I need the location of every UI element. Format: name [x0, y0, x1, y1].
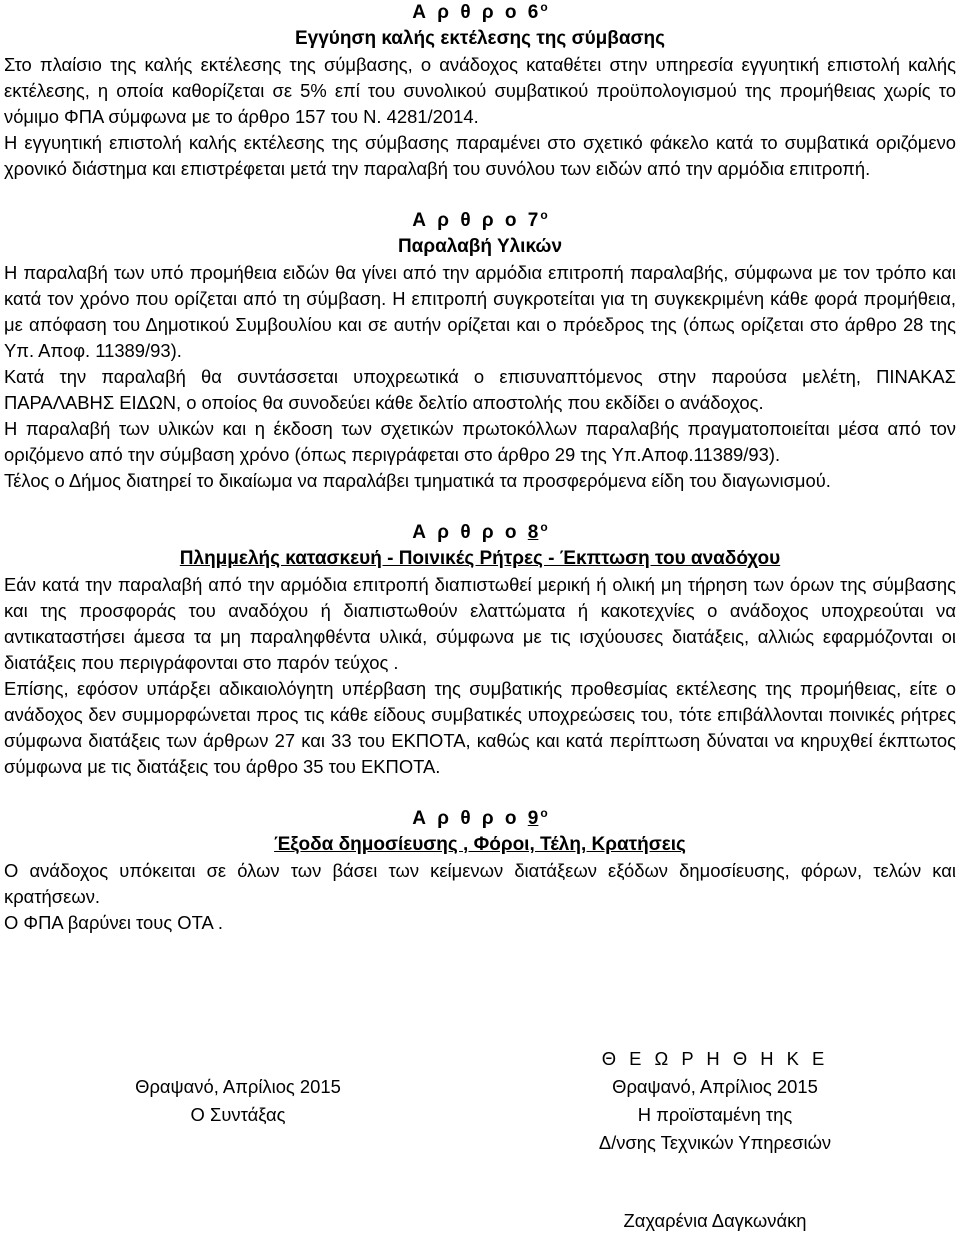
article-7-heading [4, 208, 956, 234]
article-8-paragraph-1: Εάν κατά την παραλαβή από την αρμόδια επιτροπή διαπιστωθεί μερική ή ολική μη τήρηση των όρων της σύμβασης και της προσφοράς του αναδόχου ή διαπιστωθούν ελαττώματα ή κακοτεχνίες ο ανάδοχος υποχρεούται να αντικαταστήσει άμεσα τα μη παραληφθέντα υλικά, σύμφωνα με τις ισχύουσες διατάξεις, αλλιώς εφαρμόζονται οι διατάξεις που περιγράφονται στο παρόν τεύχος . [4, 574, 956, 673]
article-8-heading-number: 8 [527, 522, 539, 543]
article-6-heading [4, 0, 956, 26]
article-6-title: Εγγύηση καλής εκτέλεσης της σύμβασης [294, 28, 666, 49]
signature-right-role-1: Η προϊσταμένη της [637, 1104, 793, 1125]
article-6 [4, 0, 956, 182]
article-7-title: Παραλαβή Υλικών [397, 236, 563, 257]
article-6-paragraph-2: Η εγγυητική επιστολή καλής εκτέλεσης της σύμβασης παραμένει στο σχετικό φάκελο κατά το συμβατικά οριζόμενο χρονικό διάστημα και επιστρέφεται μετά την παραλαβή του συνόλου των ειδών από την αρμόδια επιτροπή. [4, 132, 956, 179]
spacer [4, 780, 956, 806]
article-9-heading [4, 806, 956, 832]
article-7 [4, 208, 956, 494]
signature-left [98, 1073, 378, 1129]
signature-right [565, 1045, 865, 1157]
article-9-paragraph-2: Ο ΦΠΑ βαρύνει τους ΟΤΑ . [4, 912, 223, 933]
spacer [4, 494, 956, 520]
article-9 [4, 806, 956, 936]
article-7-heading-sup: ο [540, 208, 548, 222]
article-7-paragraph-1: Η παραλαβή των υπό προμήθεια ειδών θα γίνει από την αρμόδια επιτροπή παραλαβής, σύμφωνα με τον τρόπο και κατά τον χρόνο που ορίζεται από τη σύμβαση. Η επιτροπή συγκροτείται για τη συγκεκριμένη κάθε φορά προμήθεια, με απόφαση του Δημοτικού Συμβουλίου και σε αυτήν ορίζεται και ο πρόεδρος της (όπως ορίζεται στο άρθρο 28 της Υπ. Αποφ. 11389/93). [4, 262, 956, 361]
article-8 [4, 520, 956, 780]
article-8-heading-label: Α ρ θ ρ ο [412, 522, 520, 543]
article-9-heading-number: 9 [527, 808, 539, 829]
article-8-heading-sup: ο [540, 520, 548, 534]
article-6-heading-number: 6 [527, 2, 539, 23]
article-9-paragraph-1: Ο ανάδοχος υπόκειται σε όλων των βάσει των κείμενων διατάξεων εξόδων δημοσίευσης, φόρων, τελών και κρατήσεων. [4, 860, 956, 907]
signature-right-name: Ζαχαρένια Δαγκωνάκη [623, 1210, 807, 1231]
signature-right-place-date: Θραψανό, Απρίλιος 2015 [612, 1076, 818, 1097]
article-6-paragraph-1: Στο πλαίσιο της καλής εκτέλεσης της σύμβασης, ο ανάδοχος καταθέτει στην υπηρεσία εγγυητική επιστολή καλής εκτέλεσης, η οποία καθορίζεται σε 5% επί του συνολικού συμβατικού προϋπολογισμού της προμήθειας χωρίς το νόμιμο ΦΠΑ σύμφωνα με το άρθρο 157 του Ν. 4281/2014. [4, 54, 956, 127]
article-9-heading-label: Α ρ θ ρ ο [412, 808, 520, 829]
article-7-paragraph-2: Κατά την παραλαβή θα συντάσσεται υποχρεωτικά ο επισυναπτόμενος στην παρούσα μελέτη, ΠΙΝΑΚΑΣ ΠΑΡΑΛΑΒΗΣ ΕΙΔΩΝ, ο οποίος θα συνοδεύει κάθε δελτίο αποστολής που εκδίδει ο ανάδοχος. [4, 366, 956, 413]
article-8-title: Πλημμελής κατασκευή - Ποινικές Ρήτρες - Έκπτωση του αναδόχου [179, 548, 781, 569]
article-7-heading-number: 7 [527, 210, 539, 231]
article-8-heading [4, 520, 956, 546]
article-7-paragraph-4: Τέλος ο Δήμος διατηρεί το δικαίωμα να παραλάβει τμηματικά τα προσφερόμενα είδη του διαγωνισμού. [4, 470, 831, 491]
article-7-paragraph-3: Η παραλαβή των υλικών και η έκδοση των σχετικών πρωτοκόλλων παραλαβής πραγματοποιείται μέσα από τον οριζόμενο από την σύμβαση χρόνο (όπως περιγράφεται στο άρθρο 29 της Υπ.Αποφ.11389/93). [4, 418, 956, 465]
signature-left-role: Ο Συντάξας [190, 1104, 286, 1125]
article-6-heading-label: Α ρ θ ρ ο [412, 2, 520, 23]
article-9-heading-sup: ο [540, 806, 548, 820]
article-9-title: Έξοδα δημοσίευσης , Φόροι, Τέλη, Κρατήσεις [274, 834, 686, 855]
article-8-paragraph-2: Επίσης, εφόσον υπάρξει αδικαιολόγητη υπέρβαση της συμβατικής προθεσμίας εκτέλεσης της προμήθειας, είτε ο ανάδοχος δεν συμμορφώνεται προς τις κάθε είδους συμβατικές υποχρεώσεις του, τότε επιβάλλονται ποινικές ρήτρες σύμφωνα διατάξεις των άρθρων 27 και 33 του ΕΚΠΟΤΑ, καθώς και κατά περίπτωση δύναται να κηρυχθεί έκπτωτος σύμφωνα με τις διατάξεις του άρθρο 35 του ΕΚΠΟΤΑ. [4, 678, 956, 777]
signature-left-place-date: Θραψανό, Απρίλιος 2015 [135, 1076, 341, 1097]
spacer [4, 182, 956, 208]
signature-right-approved: Θ Ε Ω Ρ Η Θ Η Κ Ε [601, 1048, 829, 1069]
signature-right-role-2: Δ/νσης Τεχνικών Υπηρεσιών [598, 1132, 832, 1153]
article-6-heading-sup: ο [540, 0, 548, 14]
article-7-heading-label: Α ρ θ ρ ο [412, 210, 520, 231]
